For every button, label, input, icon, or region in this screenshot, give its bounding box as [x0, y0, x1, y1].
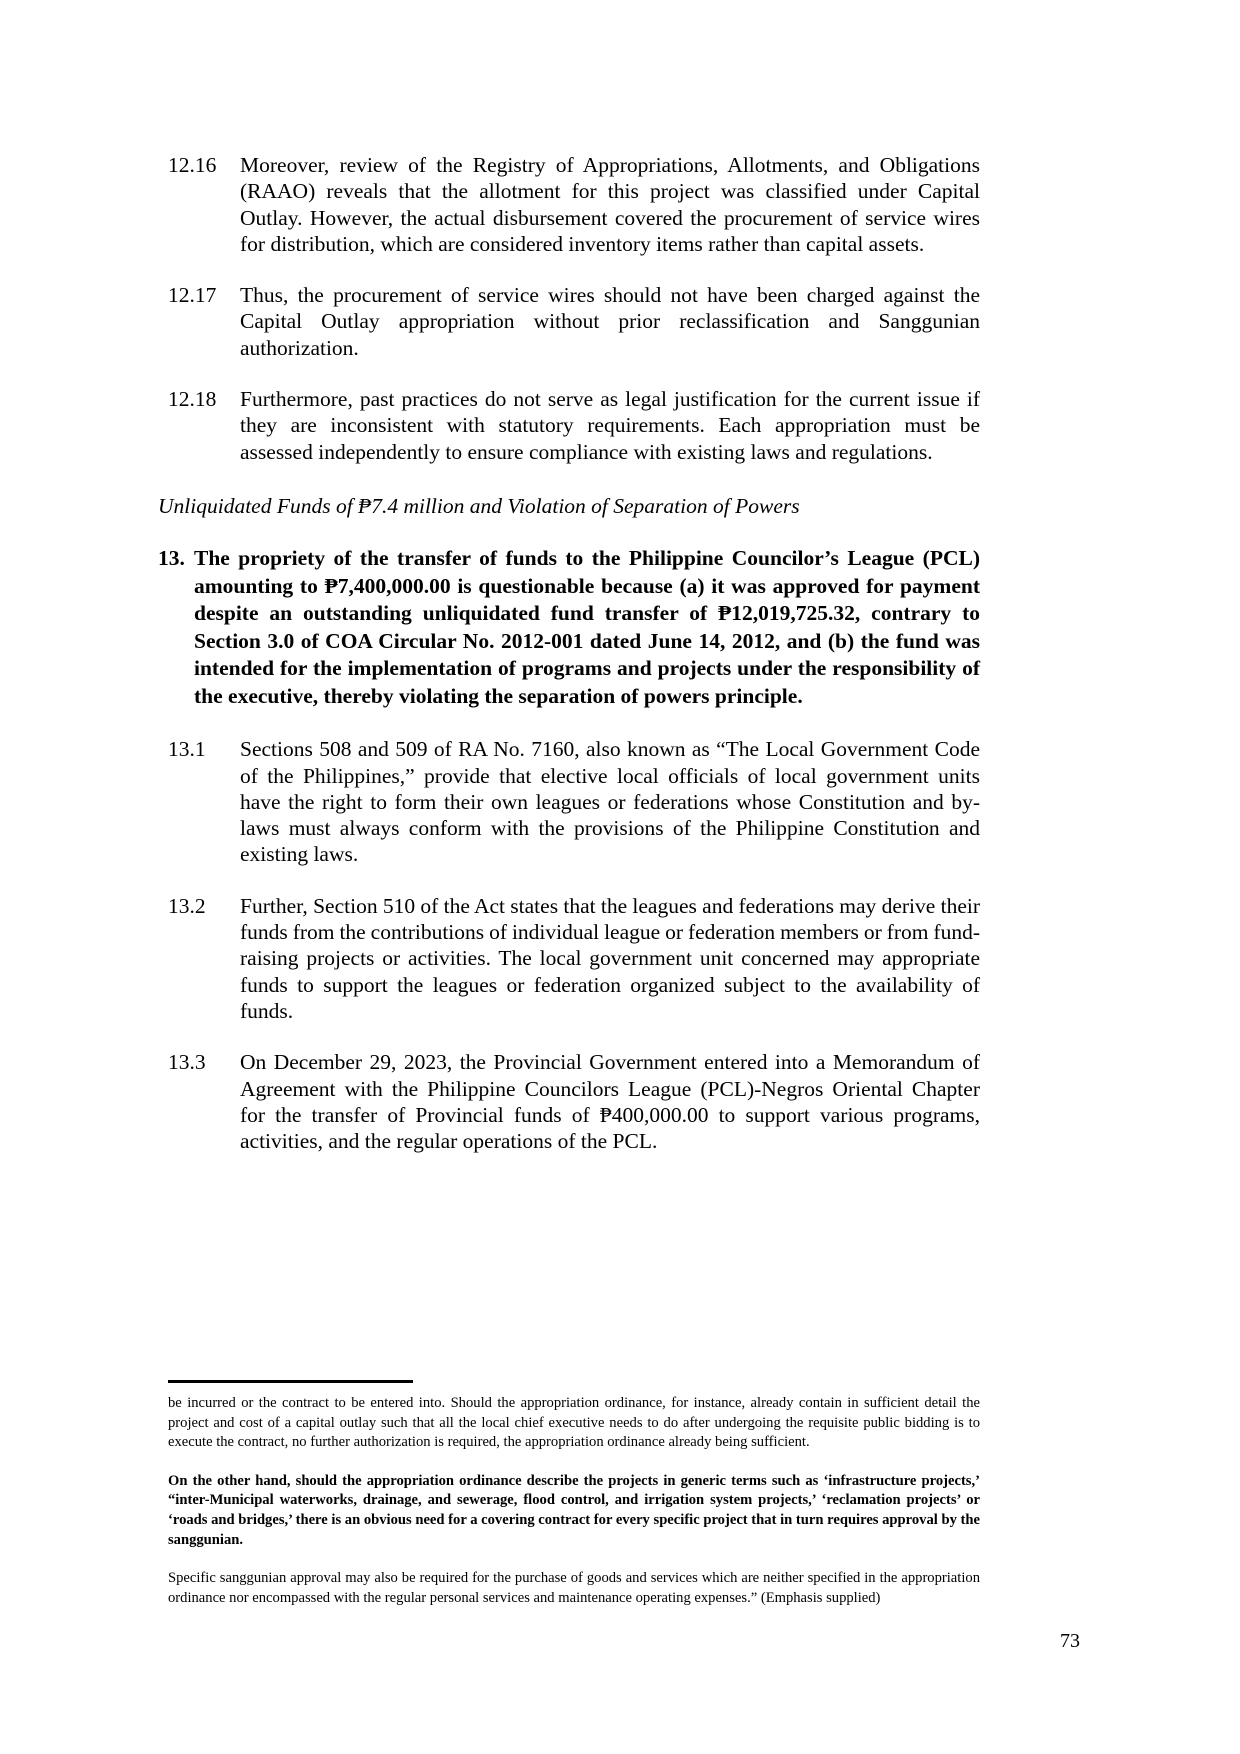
footnote-block: [168, 1394, 980, 1608]
footnote-paragraph: Specific sanggunian approval may also be required for the purchase of goods and services which are neither specified in the appropriation ordinance nor encompassed with the regular personal services and maintenance operating expenses.” (Emphasis supplied): [168, 1570, 980, 1606]
finding-text: The propriety of the transfer of funds to the Philippine Councilor’s League (PCL) amounting to ₱7,400,000.00 is questionable because (a) it was approved for payment despite an outstanding unliquidated fund transfer of ₱12,019,725.32, contrary to Section 3.0 of COA Circular No. 2012-001 dated June 14, 2012, and (b) the fund was intended for the implementation of programs and projects under the responsibility of the executive, thereby violating the separation of powers principle.: [194, 546, 980, 708]
footnote-paragraph: be incurred or the contract to be entered into. Should the appropriation ordinance, for instance, already contain in sufficient detail the project and cost of a capital outlay such that all the local chief executive needs to do after undergoing the requisite public bidding is to execute the contract, no further authorization is required, the appropriation ordinance already being sufficient.: [168, 1395, 980, 1451]
paragraph-number: 12.17: [168, 283, 217, 308]
section-heading: Unliquidated Funds of ₱7.4 million and Violation of Separation of Powers: [158, 493, 800, 518]
paragraph-13-2: [168, 893, 980, 1024]
page-number: 73: [1060, 1630, 1080, 1652]
paragraph-number: 13.3: [168, 1050, 206, 1075]
paragraph-12-18: [168, 386, 980, 465]
paragraph-text: Furthermore, past practices do not serve as legal justification for the current issue if they are inconsistent with statutory requirements. Each appropriation must be assessed independently to ensure compliance with existing laws and regulations.: [240, 387, 980, 464]
finding-number: 13.: [158, 546, 185, 571]
paragraph-number: 13.2: [168, 893, 206, 918]
paragraph-number: 12.16: [168, 153, 217, 177]
paragraph-text: Further, Section 510 of the Act states that the leagues and federations may derive their funds from the contributions of individual league or federation members or from fund-raising projects or activities. The local government unit concerned may appropriate funds to support the leagues or federation organized subject to the availability of funds.: [240, 893, 980, 1023]
paragraph-13-3: [168, 1049, 980, 1154]
paragraph-text: Sections 508 and 509 of RA No. 7160, also known as “The Local Government Code of the Philippines,” provide that elective local officials of local government units have the right to form their own leagues or federations whose Constitution and by-laws must always conform with the provisions of the Philippine Constitution and existing laws.: [240, 737, 980, 867]
paragraph-text: Moreover, review of the Registry of Appropriations, Allotments, and Obligations (RAAO) reveals that the allotment for this project was classified under Capital Outlay. However, the actual disbursement covered the procurement of service wires for distribution, which are considered inventory items rather than capital assets.: [240, 153, 980, 256]
paragraph-13-1: [168, 736, 980, 867]
paragraph-number: 13.1: [168, 737, 206, 762]
footnote-separator-rule: [168, 1380, 413, 1383]
page-body-content: [158, 152, 980, 1179]
paragraph-number: 12.18: [168, 387, 217, 412]
finding-13: [158, 545, 980, 710]
paragraph-text: Thus, the procurement of service wires should not have been charged against the Capital Outlay appropriation without prior reclassification and Sanggunian authorization.: [240, 283, 980, 360]
footnote-paragraph-bold: On the other hand, should the appropriation ordinance describe the projects in generic terms such as ‘infrastructure projects,’ “inter-Municipal waterworks, drainage, and sewerage, flood control, and irrigation system projects,’ ‘reclamation projects’ or ‘roads and bridges,’ there is an obvious need for a covering contract for every specific project that in turn requires approval by the sanggunian.: [168, 1472, 980, 1548]
paragraph-text: On December 29, 2023, the Provincial Government entered into a Memorandum of Agreement with the Philippine Councilors League (PCL)-Negros Oriental Chapter for the transfer of Provincial funds of ₱400,000.00 to support various programs, activities, and the regular operations of the PCL.: [240, 1050, 980, 1154]
paragraph-12-17: [168, 282, 980, 361]
paragraph-12-16: [168, 152, 980, 257]
